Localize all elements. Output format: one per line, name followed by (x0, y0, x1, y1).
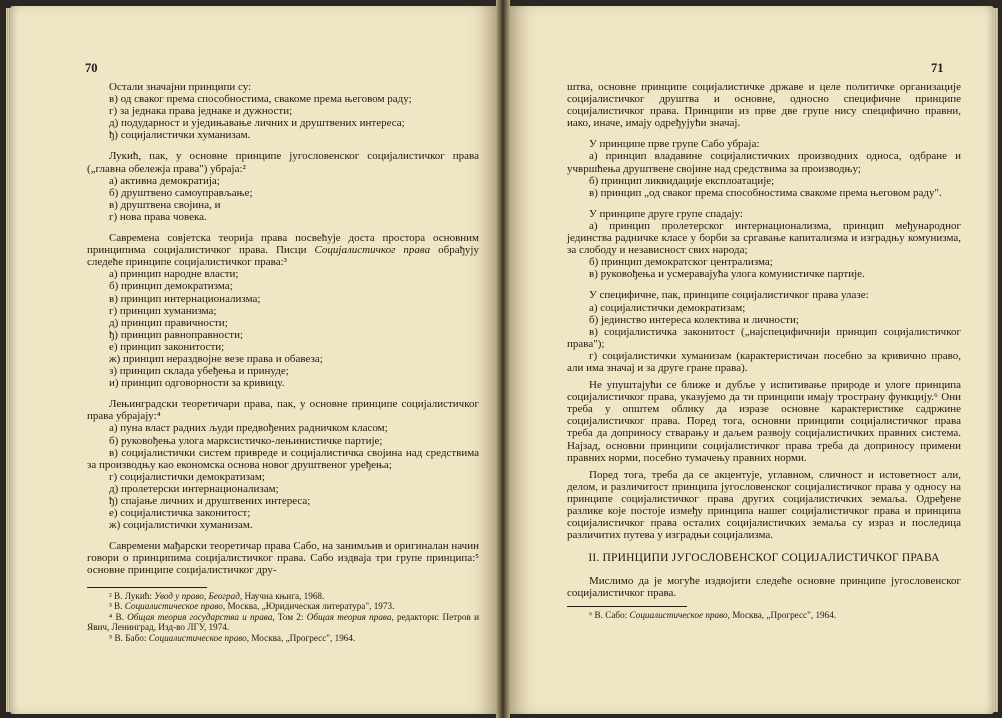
body-paragraph: г) социјалистички хуманизам (карактеристичан посебно за кривично право, али има значај и за друге гране права). (567, 349, 961, 374)
body-paragraph: б) принцип ликвидације експлоатације; (589, 174, 775, 187)
body-paragraph: б) руковођења улога марксистичко-лењинистичке партије; (109, 434, 383, 447)
paragraph-spacer (87, 223, 479, 232)
body-paragraph: а) принцип пролетерског интернационализма, принцип међународног јединства радничке класе у борби за сргавање капитализма и изградњу комунизма, за слободу и независност свих народа; (567, 219, 961, 257)
body-paragraph: ђ) спајање личних и друштвених интереса; (109, 495, 311, 507)
paragraph-spacer (87, 141, 479, 150)
footnote: ⁴ В. Общая теория государства и права, Том 2: Общая теория права, редактори: Петров и Явич, Ленинград, Изд-во ЛГУ, 1974. (87, 611, 479, 633)
body-paragraph: д) пролетерски интернационализам; (109, 482, 279, 495)
body-paragraph: г) социјалистички демократизам; (109, 470, 265, 483)
footnote-rule (567, 606, 687, 607)
body-paragraph: г) принцип хуманизма; (109, 304, 217, 317)
footnote: ⁶ В. Сабо: Социалистическое право, Москва, „Прогресс", 1964. (589, 609, 837, 620)
body-paragraph: ђ) социјалистички хуманизам. (109, 129, 251, 142)
body-paragraph: б) принцип демократизма; (109, 280, 233, 293)
body-paragraph: Савремена совјетска теорија права посвећује доста простора основним принципима социјалистичког права. Писци Социјалистичког права обрађују следеће принципе социјалистичког права:³ (87, 232, 479, 269)
footnote: ³ В. Социалистическое право, Москва, „Юридическая литература", 1973. (109, 601, 395, 612)
body-paragraph: в) принцип интернационализма; (109, 292, 261, 305)
body-paragraph: штва, основне принципе социјалистичке државе и целе политичке организације социјалистичког друштва и основне, односно специфичне принципе социјалистичког права. Принципи из прве две групе нису специфично правни, иако, иначе, имају одређујући значај. (567, 81, 961, 130)
body-paragraph: Поред тога, треба да се акцентује, углавном, сличност и истоветност али, делом, и различитост принципа југословенског социјалистичког права у односу на принципе социјалистичког права других социјалистичких земаља. Одређене разлике које постоје између принципа нашег социјалистичког права и принципа социјалистичког права осталих социјалистичких земаља су израз и последица различитих путева у изградњи социјализма. (567, 468, 961, 542)
body-paragraph: У специфичне, пак, принципе социјалистичког права улазе: (589, 289, 869, 302)
footnote: ² В. Лукић: Увод у право, Београд, Научна књига, 1968. (109, 590, 325, 601)
body-paragraph: а) принцип народне власти; (109, 268, 239, 281)
body-paragraph: У принципе прве групе Сабо убраја: (589, 138, 760, 151)
body-paragraph: в) социјалистички систем привреде и социјалистичка својина над средствима за производњу као економска основа новог друштвеног уређења; (87, 446, 479, 471)
body-paragraph: Не упуштајући се ближе и дубље у испитивање природе и улоге принципа социјалистичког права, указујемо да ти принципи имају тространу функцију.⁶ Они треба у општем облику да изразе основне карактеристике садржине социјалистичког права. Поред тога, основни принципи социјалистичког права треба да доприносу стварању и даљем развоју социјалистичких правних система. Најзад, основни принципи социјалистичког права треба да доприносу примени правних норми, посебно тумачењу правних норми. (567, 379, 961, 464)
body-paragraph: а) активна демократија; (109, 174, 220, 187)
footnote: ⁵ В. Бабо: Социалистическое право, Москва, „Прогресс", 1964. (109, 632, 356, 643)
body-paragraph: а) социјалистички демократизам; (589, 301, 746, 314)
left-page (10, 6, 496, 714)
body-paragraph: д) принцип правичности; (109, 316, 228, 329)
paragraph-spacer (87, 531, 479, 540)
body-paragraph: Савремени мађарски теоретичар права Сабо, на занимљив и оригиналан начин говори о принципима социјалистичког права. Сабо издваја три групе принципа:⁵ основне принципе социјалистичког дру- (87, 540, 479, 577)
body-paragraph: е) социјалистичка законитост; (109, 507, 251, 520)
paragraph-spacer (87, 389, 479, 398)
body-paragraph: д) подударност и уједињавање личних и друштвених интереса; (109, 117, 405, 130)
section-heading: II. ПРИНЦИПИ ЈУГОСЛОВЕНСКОГ СОЦИЈАЛИСТИЧКОГ ПРАВА (588, 552, 940, 565)
right-page (510, 6, 994, 714)
left-page-body (87, 81, 479, 644)
body-paragraph: б) друштвено самоуправљање; (109, 186, 253, 199)
paragraph-spacer (567, 199, 961, 208)
right-page-body (567, 81, 961, 620)
body-paragraph: в) друштвена својина, и (109, 198, 221, 211)
body-paragraph: в) од сваког према способностима, свакоме према његовом раду; (109, 93, 412, 106)
body-paragraph: а) пуна власт радних људи предвођених радничком класом; (109, 422, 388, 435)
body-paragraph: Лукић, пак, у основне принципе југословенског социјалистичког права („главна обележја права") убраја:² (87, 150, 479, 175)
body-paragraph: Лењинградски теоретичари права, пак, у основне принципе социјалистичког права убрајају:⁴ (87, 398, 479, 423)
body-paragraph: Остали значајни принципи су: (109, 81, 252, 93)
body-paragraph: з) принцип склада убеђења и принуде; (109, 365, 289, 378)
body-paragraph: г) нова права човека. (109, 210, 207, 223)
body-paragraph: б) јединство интереса колектива и личности; (589, 313, 799, 326)
body-paragraph: а) принцип владавине социјалистичких производних односа, одбране и учвршћења друштвене својине над средствима за производњу; (567, 150, 961, 175)
body-paragraph: ж) социјалистички хуманизам. (109, 519, 253, 532)
page-number-left: 70 (85, 61, 98, 75)
body-paragraph: в) принцип „од сваког према способностима свакоме према његовом раду". (589, 186, 942, 199)
footnote-rule (87, 587, 207, 588)
body-paragraph: Мислимо да је могуће издвојити следеће основне принципе југословенског социјалистичког права. (567, 575, 961, 600)
body-paragraph: ж) принцип нераздвојне везе права и обавеза; (109, 352, 323, 365)
body-paragraph: в) руковођења и усмеравајућа улога комунистичке партије. (589, 268, 865, 281)
body-paragraph: г) за једнака права једнаке и дужности; (109, 105, 293, 118)
body-paragraph: в) социјалистичка законитост („најспецифичнији принцип социјалистичког права"); (567, 325, 961, 350)
body-paragraph: и) принцип одговорности за кривицу. (109, 377, 285, 390)
body-paragraph: е) принцип законитости; (109, 340, 225, 353)
paragraph-spacer (567, 280, 961, 289)
page-number-right: 71 (931, 61, 944, 75)
body-paragraph: ђ) принцип равноправности; (109, 328, 244, 341)
paragraph-spacer (567, 129, 961, 138)
book-spine-gutter (496, 0, 510, 718)
body-paragraph: б) принцип демократског централизма; (589, 256, 773, 269)
body-paragraph: У принципе друге групе спадају: (589, 207, 743, 220)
